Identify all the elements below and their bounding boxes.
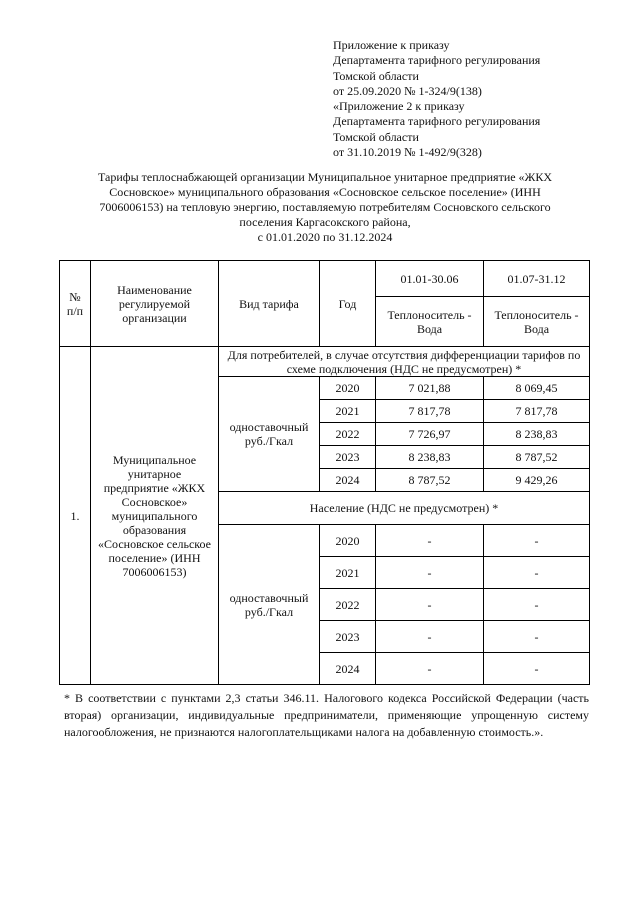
header-carrier-1: Теплоноситель - Вода <box>376 297 484 347</box>
year-cell: 2022 <box>320 423 376 446</box>
tariff-value: - <box>484 557 590 589</box>
approval-line: Департамента тарифного регулирования <box>333 53 541 68</box>
table-row <box>60 347 590 377</box>
title-line: Сосновское» муниципального образования «Сосновское сельское поселение» (ИНН <box>109 185 541 199</box>
year-cell: 2023 <box>320 621 376 653</box>
approval-line: от 25.09.2020 № 1-324/9(138) <box>333 83 482 98</box>
title-line: с 01.01.2020 по 31.12.2024 <box>257 230 393 244</box>
tariff-value: - <box>376 525 484 557</box>
approval-line: «Приложение 2 к приказу <box>333 99 465 114</box>
tariff-value: 8 238,83 <box>376 446 484 469</box>
year-cell: 2024 <box>320 469 376 492</box>
tariff-value: 7 817,78 <box>376 400 484 423</box>
tariff-value: - <box>484 525 590 557</box>
approval-line: Томской области <box>333 68 419 83</box>
organization-name: Муниципальное унитарное предприятие «ЖКХ Сосновское» муниципального образования «Сосновское сельское поселение» (ИНН 7006006153) <box>91 347 219 685</box>
tariff-value: - <box>376 621 484 653</box>
header-num: № п/п <box>60 261 91 347</box>
tariff-value: 7 817,78 <box>484 400 590 423</box>
tariff-type: одноставочный руб./Гкал <box>219 377 320 492</box>
header-carrier-2: Теплоноситель - Вода <box>484 297 590 347</box>
year-cell: 2020 <box>320 525 376 557</box>
header-tariff-type: Вид тарифа <box>219 261 320 347</box>
approval-line: Департамента тарифного регулирования <box>333 114 541 129</box>
header-organization: Наименование регулируемой организации <box>91 261 219 347</box>
tariff-value: - <box>376 653 484 685</box>
tariff-value: - <box>484 621 590 653</box>
tariff-table <box>59 260 590 685</box>
tariff-value: 8 787,52 <box>484 446 590 469</box>
year-cell: 2022 <box>320 589 376 621</box>
approval-line: от 31.10.2019 № 1-492/9(328) <box>333 145 482 160</box>
title-line: 7006006153) на тепловую энергию, поставляемую потребителям Сосновского сельского <box>99 200 551 214</box>
tariff-value: 8 787,52 <box>376 469 484 492</box>
year-cell: 2021 <box>320 400 376 423</box>
year-cell: 2023 <box>320 446 376 469</box>
document-title <box>72 170 578 245</box>
year-cell: 2024 <box>320 653 376 685</box>
row-number: 1. <box>60 347 91 685</box>
title-line: поселения Каргасокского района, <box>239 215 411 229</box>
header-year: Год <box>320 261 376 347</box>
title-line: Тарифы теплоснабжающей организации Муниципальное унитарное предприятие «ЖКХ <box>98 170 552 184</box>
tariff-value: 9 429,26 <box>484 469 590 492</box>
section-consumers-label: Для потребителей, в случае отсутствия дифференциации тарифов по схеме подключения (НДС не предусмотрен) * <box>219 347 590 377</box>
approval-line: Приложение к приказу <box>333 38 450 52</box>
tariff-value: 7 726,97 <box>376 423 484 446</box>
tariff-value: - <box>484 589 590 621</box>
tariff-value: - <box>376 557 484 589</box>
tariff-value: 8 069,45 <box>484 377 590 400</box>
section-population-label: Население (НДС не предусмотрен) * <box>219 492 590 525</box>
tariff-type: одноставочный руб./Гкал <box>219 525 320 685</box>
year-cell: 2021 <box>320 557 376 589</box>
header-period-2: 01.07-31.12 <box>484 261 590 297</box>
approval-line: Томской области <box>333 129 419 144</box>
tariff-value: 8 238,83 <box>484 423 590 446</box>
tariff-value: - <box>484 653 590 685</box>
header-row <box>60 261 590 297</box>
header-period-1: 01.01-30.06 <box>376 261 484 297</box>
tariff-value: 7 021,88 <box>376 377 484 400</box>
year-cell: 2020 <box>320 377 376 400</box>
footnote: * В соответствии с пунктами 2,3 статьи 346.11. Налогового кодекса Российской Федерации (часть вторая) организации, индивидуальные предприниматели, применяющие упрощенную систему налогообложения, не признаются налогоплательщиками налога на добавленную стоимость.». <box>64 691 589 739</box>
tariff-value: - <box>376 589 484 621</box>
approval-block <box>333 38 623 160</box>
